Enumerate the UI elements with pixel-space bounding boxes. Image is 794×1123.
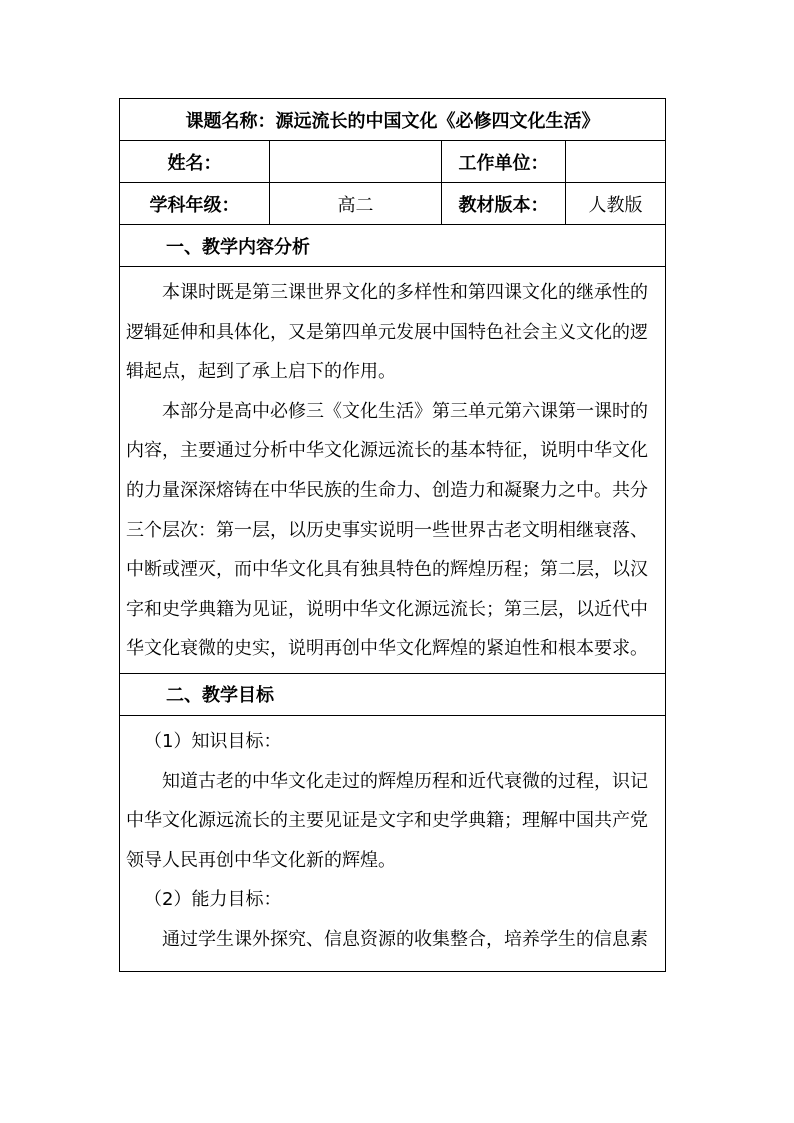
lesson-plan-table bbox=[119, 98, 666, 972]
name-label: 姓名： bbox=[120, 141, 270, 183]
knowledge-goal-label: （1）知识目标： bbox=[144, 730, 282, 752]
teaching-goals-body bbox=[120, 715, 666, 971]
content-analysis-paragraph: 本课时既是第三课世界文化的多样性和第四课文化的继承性的逻辑延伸和具体化，又是第四单元发展中国特色社会主义文化的逻辑起点，起到了承上启下的作用。 bbox=[126, 282, 648, 383]
unit-value bbox=[566, 141, 666, 183]
grade-value: 高二 bbox=[270, 183, 442, 225]
lesson-title: 课题名称：源远流长的中国文化《必修四文化生活》 bbox=[120, 99, 666, 141]
knowledge-goal-text: 知道古老的中华文化走过的辉煌历程和近代衰微的过程，识记中华文化源远流长的主要见证是文字和史学典籍；理解中国共产党领导人民再创中华文化新的辉煌。 bbox=[126, 770, 648, 871]
section-teaching-goals-heading: 二、教学目标 bbox=[120, 673, 666, 715]
content-analysis-paragraph: 本部分是高中必修三《文化生活》第三单元第六课第一课时的内容，主要通过分析中华文化源远流长的基本特征，说明中华文化的力量深深熔铸在中华民族的生命力、创造力和凝聚力之中。共分三个层次：第一层，以历史事实说明一些世界古老文明相继衰落、中断或湮灭，而中华文化具有独具特色的辉煌历程；第二层，以汉字和史学典籍为见证，说明中华文化源远流长；第三层，以近代中华文化衰微的史实，说明再创中华文化辉煌的紧迫性和根本要求。 bbox=[126, 400, 648, 660]
content-analysis-body bbox=[120, 267, 666, 674]
unit-label: 工作单位： bbox=[442, 141, 566, 183]
edition-value: 人教版 bbox=[566, 183, 666, 225]
section-content-analysis-heading: 一、教学内容分析 bbox=[120, 225, 666, 267]
edition-label: 教材版本： bbox=[442, 183, 566, 225]
ability-goal-label: （2）能力目标： bbox=[144, 889, 282, 911]
grade-label: 学科年级： bbox=[120, 183, 270, 225]
ability-goal-text: 通过学生课外探究、信息资源的收集整合，培养学生的信息素 bbox=[162, 928, 648, 950]
name-value bbox=[270, 141, 442, 183]
